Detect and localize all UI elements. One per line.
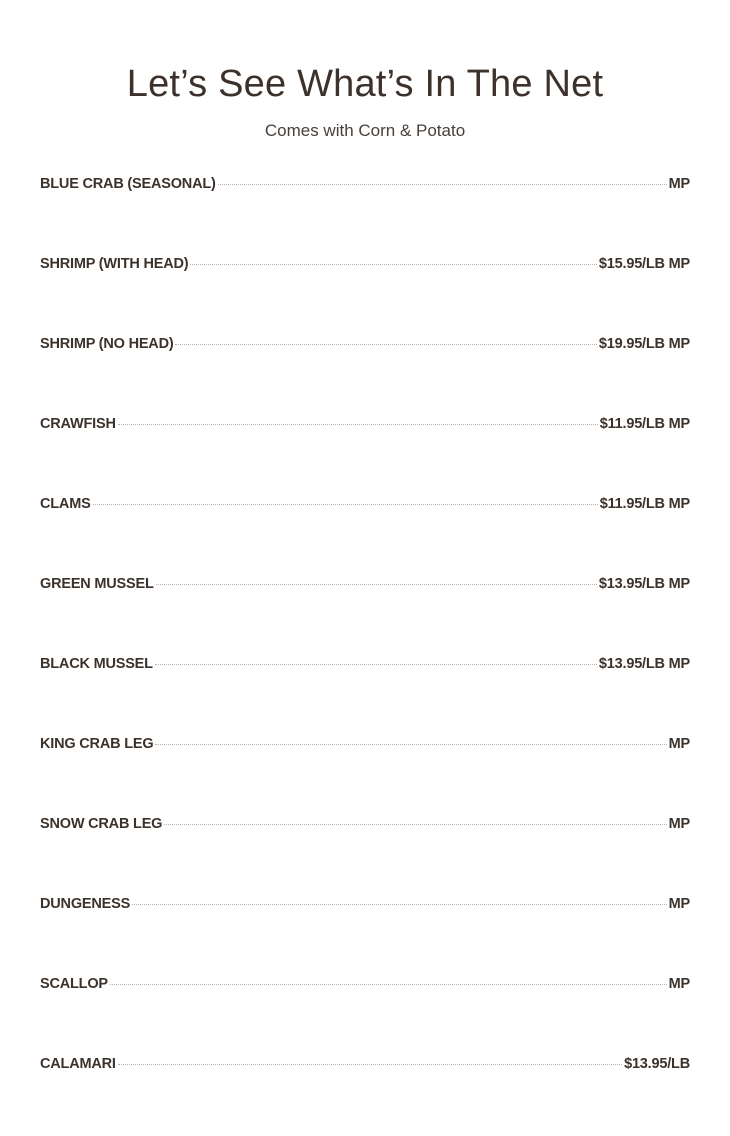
item-name: CLAMS	[40, 496, 91, 512]
item-name: CALAMARI	[40, 1056, 116, 1072]
menu-item-list	[40, 176, 690, 1136]
dot-leader	[132, 904, 667, 905]
menu-item	[40, 256, 690, 336]
item-price: $11.95/LB MP	[599, 416, 690, 432]
dot-leader	[156, 584, 597, 585]
menu-item	[40, 576, 690, 656]
dot-leader	[164, 824, 666, 825]
item-name: KING CRAB LEG	[40, 736, 154, 752]
dot-leader	[155, 664, 597, 665]
item-price: MP	[668, 176, 690, 192]
item-price: $15.95/LB MP	[598, 256, 690, 272]
dot-leader	[155, 744, 666, 745]
item-name: DUNGENESS	[40, 896, 131, 912]
item-price: MP	[668, 816, 690, 832]
menu-item	[40, 816, 690, 896]
item-name: GREEN MUSSEL	[40, 576, 154, 592]
item-price: MP	[668, 736, 690, 752]
menu-title: Let’s See What’s In The Net	[126, 63, 604, 105]
menu-item	[40, 336, 690, 416]
menu-subtitle: Comes with Corn & Potato	[264, 121, 466, 140]
dot-leader	[175, 344, 596, 345]
item-name: BLACK MUSSEL	[40, 656, 153, 672]
item-name: SHRIMP (NO HEAD)	[40, 336, 174, 352]
menu-item	[40, 496, 690, 576]
menu-item	[40, 656, 690, 736]
item-name: SCALLOP	[40, 976, 108, 992]
dot-leader	[218, 184, 667, 185]
item-price: MP	[668, 896, 690, 912]
menu-item	[40, 976, 690, 1056]
dot-leader	[118, 424, 598, 425]
dot-leader	[190, 264, 597, 265]
item-name: SNOW CRAB LEG	[40, 816, 163, 832]
menu-item	[40, 416, 690, 496]
item-price: $19.95/LB MP	[598, 336, 690, 352]
item-price: $13.95/LB	[624, 1056, 690, 1072]
item-price: MP	[668, 976, 690, 992]
menu-item	[40, 736, 690, 816]
item-price: $11.95/LB MP	[599, 496, 690, 512]
menu-item	[40, 176, 690, 256]
item-name: CRAWFISH	[40, 416, 116, 432]
item-price: $13.95/LB MP	[598, 576, 690, 592]
menu-item	[40, 896, 690, 976]
item-name: BLUE CRAB (SEASONAL)	[40, 176, 216, 192]
dot-leader	[118, 1064, 622, 1065]
dot-leader	[93, 504, 598, 505]
dot-leader	[110, 984, 667, 985]
item-name: SHRIMP (WITH HEAD)	[40, 256, 189, 272]
menu-item	[40, 1056, 690, 1136]
item-price: $13.95/LB MP	[598, 656, 690, 672]
